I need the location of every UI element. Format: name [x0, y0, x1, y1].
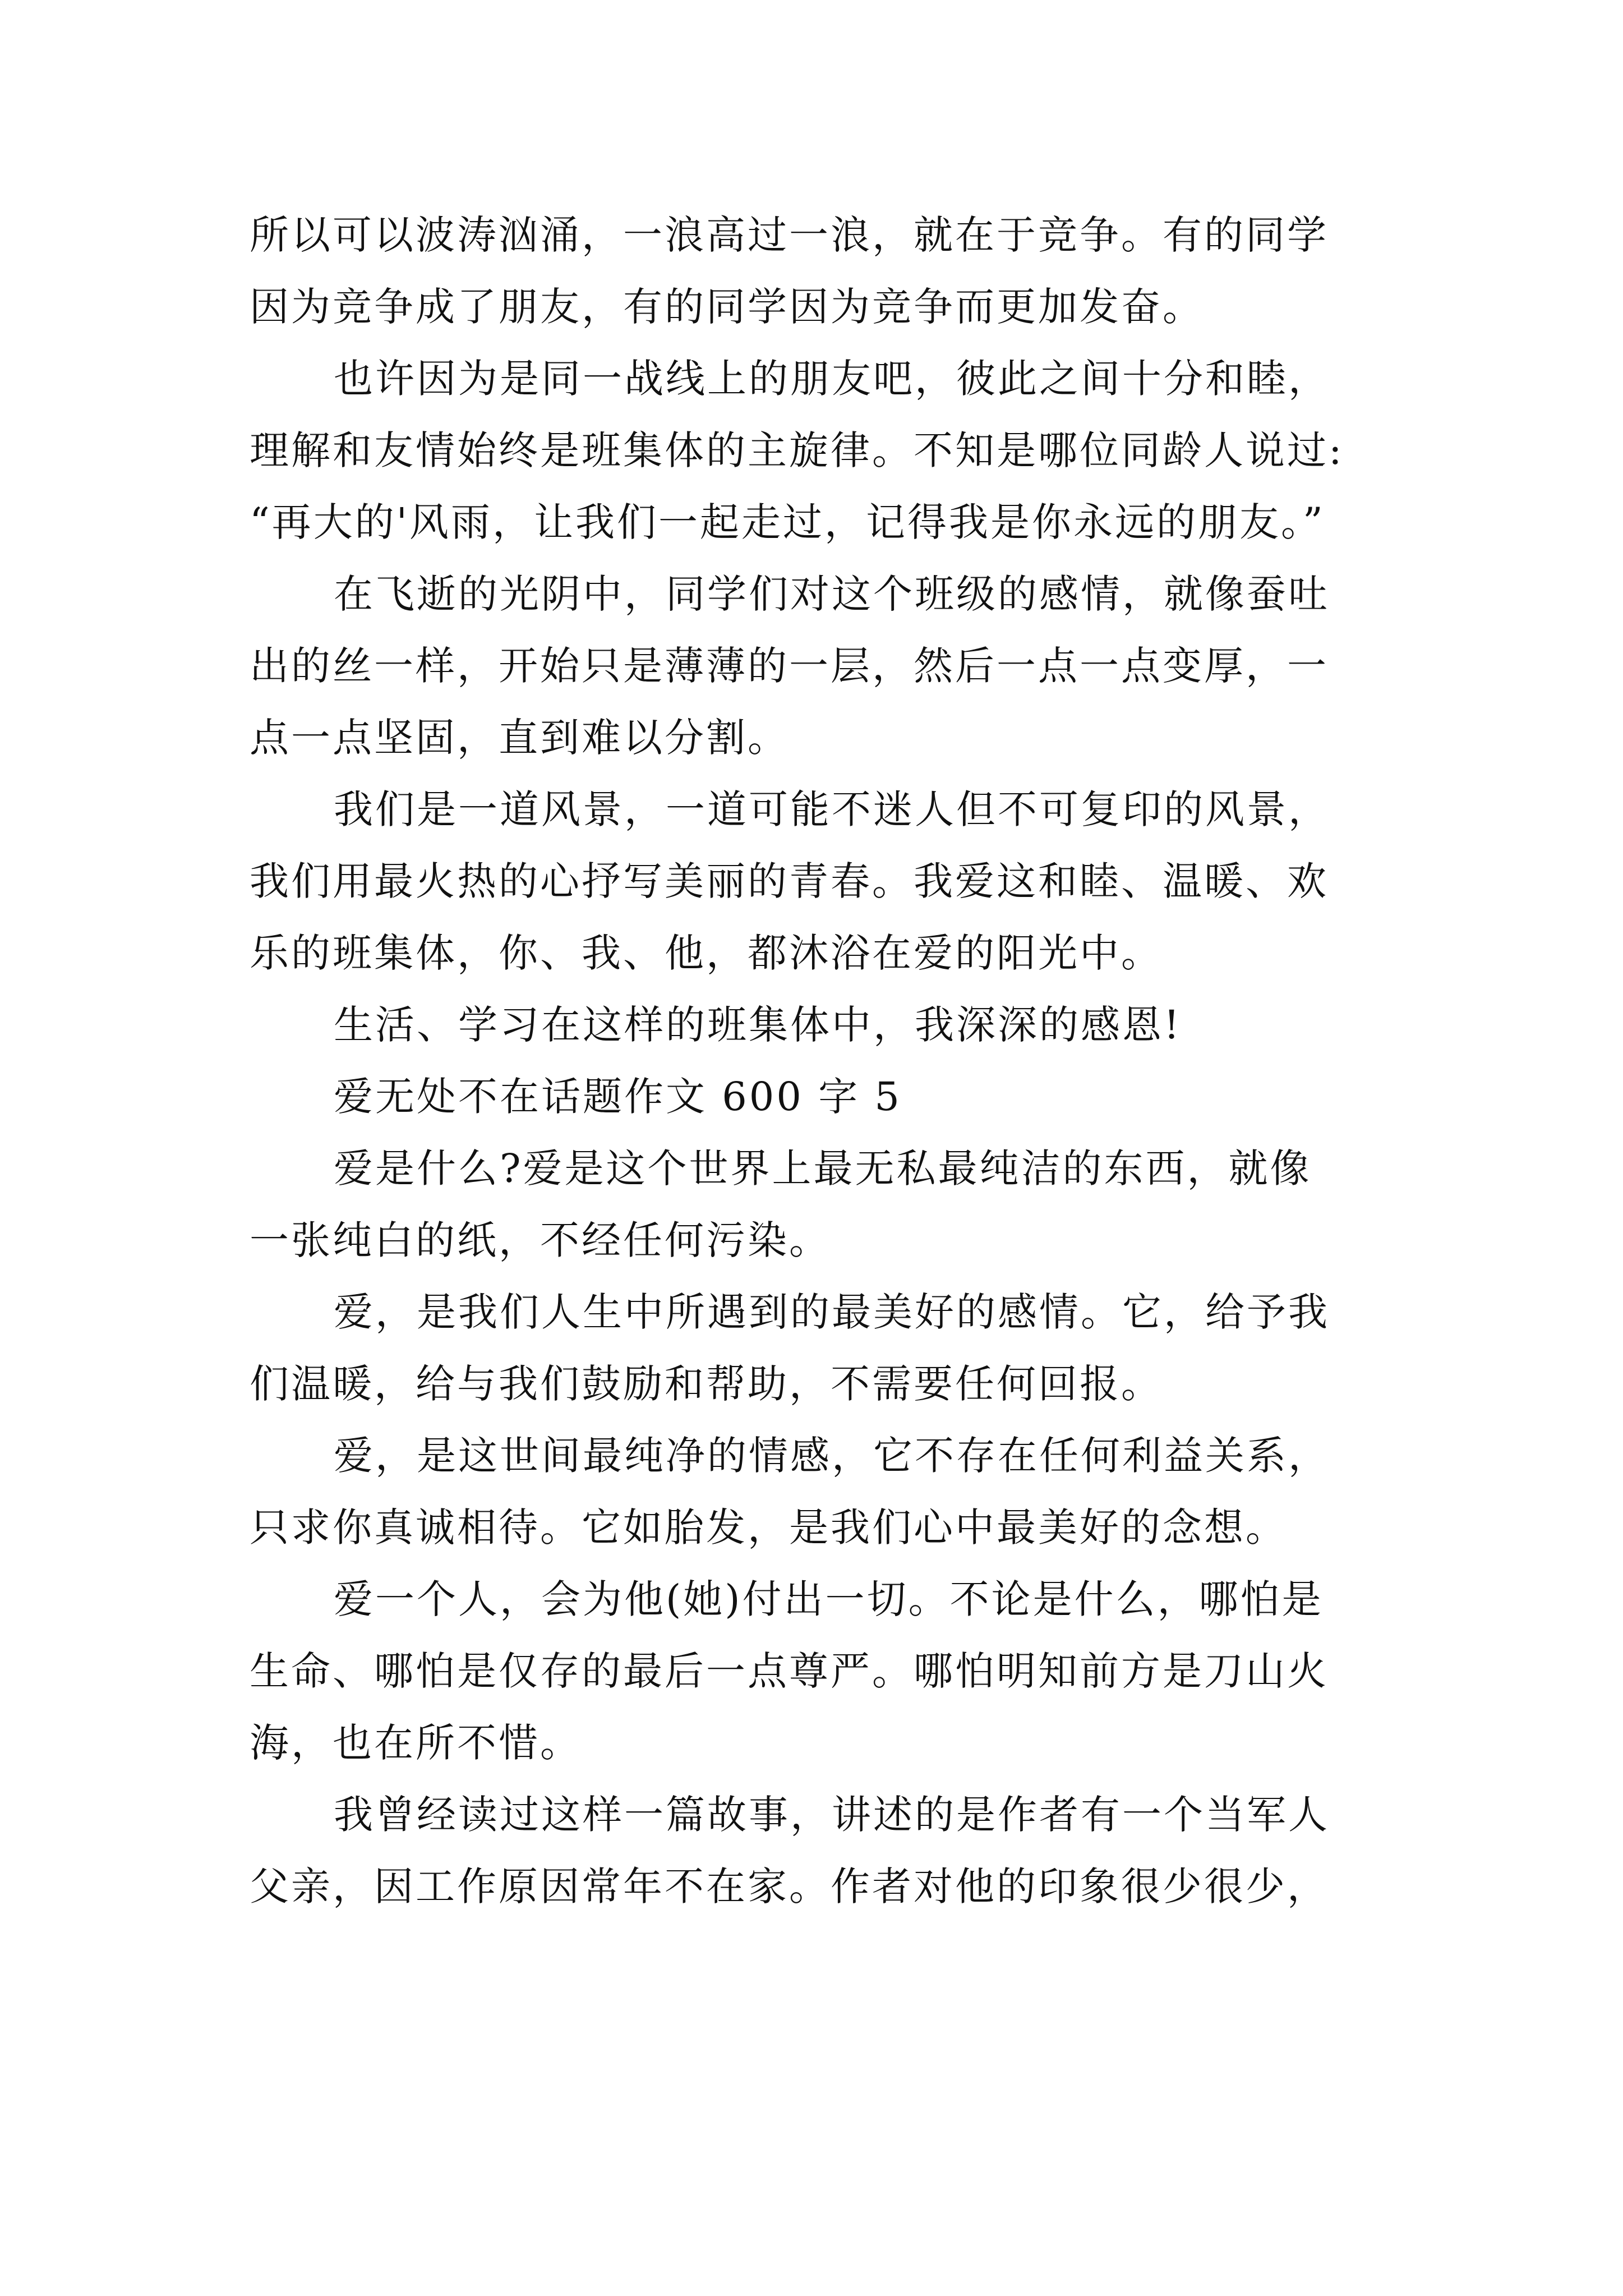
paragraph	[250, 558, 1399, 774]
paragraph	[250, 1779, 1399, 1922]
paragraph	[250, 1563, 1399, 1779]
text-line: 一张纯白的纸，不经任何污染。	[250, 1217, 831, 1263]
heading-line: 爱无处不在话题作文 600 字 5	[334, 1074, 902, 1120]
text-line: 生命、哪怕是仅存的最后一点尊严。哪怕明知前方是刀山火	[250, 1648, 1329, 1694]
paragraph	[250, 1420, 1399, 1563]
text-line: 我们用最火热的心抒写美丽的青春。我爱这和睦、温暖、欢	[250, 858, 1329, 904]
paragraph	[250, 1133, 1399, 1276]
text-line: 在飞逝的光阴中，同学们对这个班级的感情，就像蚕吐	[334, 571, 1330, 617]
text-line: 爱，是我们人生中所遇到的最美好的感情。它，给予我	[334, 1289, 1330, 1335]
paragraph	[250, 199, 1399, 343]
text-line: 只求你真诚相待。它如胎发，是我们心中最美好的念想。	[250, 1504, 1287, 1550]
text-line: 理解和友情始终是班集体的主旋律。不知是哪位同龄人说过:	[250, 427, 1344, 473]
section-heading	[250, 1061, 1399, 1133]
text-line: 爱，是这世间最纯净的情感，它不存在任何利益关系，	[334, 1433, 1330, 1479]
paragraph	[250, 1276, 1399, 1420]
text-line: 我们是一道风景，一道可能不迷人但不可复印的风景，	[334, 786, 1330, 832]
text-line: 生活、学习在这样的班集体中，我深深的感恩!	[334, 1002, 1182, 1048]
text-line: 父亲，因工作原因常年不在家。作者对他的印象很少很少，	[250, 1864, 1329, 1910]
text-line: 爱一个人，会为他(她)付出一切。不论是什么，哪怕是	[334, 1576, 1324, 1622]
paragraph	[250, 989, 1399, 1061]
document-body	[250, 199, 1399, 1922]
text-line: 所以可以波涛汹涌，一浪高过一浪，就在于竞争。有的同学	[250, 212, 1329, 258]
text-line: 出的丝一样，开始只是薄薄的一层，然后一点一点变厚，一	[250, 643, 1329, 689]
text-line: 点一点坚固，直到难以分割。	[250, 715, 789, 761]
paragraph	[250, 343, 1399, 558]
text-line: 我曾经读过这样一篇故事，讲述的是作者有一个当军人	[334, 1792, 1330, 1838]
text-line: “再大的'风雨，让我们一起走过，记得我是你永远的朋友。”	[250, 499, 1325, 545]
text-line: 爱是什么?爱是这个世界上最无私最纯洁的东西，就像	[334, 1145, 1312, 1191]
paragraph	[250, 774, 1399, 989]
text-line: 乐的班集体，你、我、他，都沐浴在爱的阳光中。	[250, 930, 1163, 976]
text-line: 因为竞争成了朋友，有的同学因为竞争而更加发奋。	[250, 284, 1204, 330]
text-line: 也许因为是同一战线上的朋友吧，彼此之间十分和睦，	[334, 356, 1330, 402]
text-line: 们温暖，给与我们鼓励和帮助，不需要任何回报。	[250, 1361, 1163, 1407]
text-line: 海，也在所不惜。	[250, 1720, 582, 1766]
